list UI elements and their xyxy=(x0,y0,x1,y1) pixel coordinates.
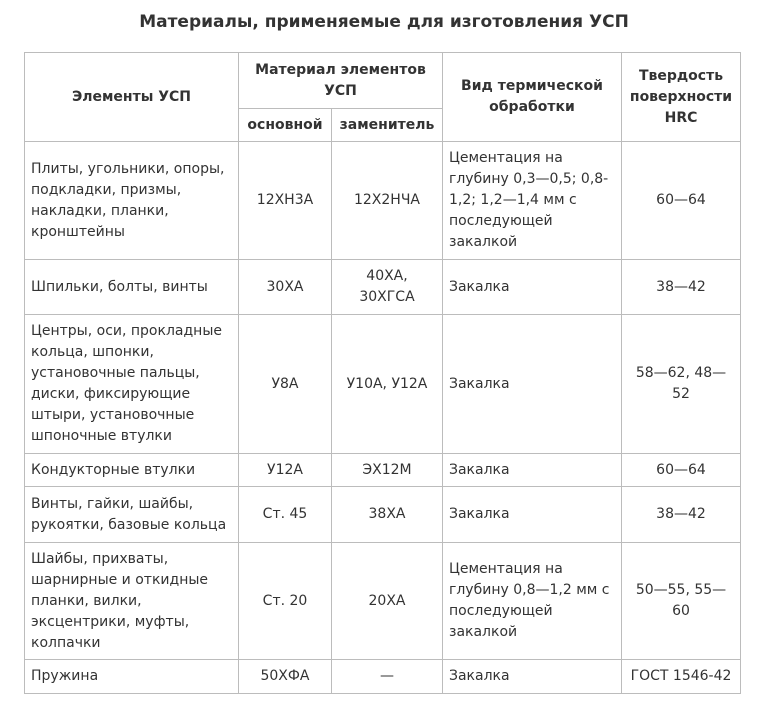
cell-substitute-material: 20ХА xyxy=(332,543,443,660)
page-title: Материалы, применяемые для изготовления УСП xyxy=(139,12,629,32)
table-row xyxy=(25,142,741,260)
cell-heat-treatment: Закалка xyxy=(443,315,622,454)
cell-element: Центры, оси, прокладные кольца, шпонки, установочные пальцы, диски, фиксирующие штыри, установочные шпоночные втулки xyxy=(25,315,239,454)
cell-heat-treatment: Цементация на глубину 0,8—1,2 мм с последующей закалкой xyxy=(443,543,622,660)
cell-element: Плиты, угольники, опоры, подкладки, призмы, накладки, планки, кронштейны xyxy=(25,142,239,260)
cell-main-material: 12ХН3А xyxy=(239,142,332,260)
cell-hardness: 60—64 xyxy=(622,142,741,260)
cell-main-material: 50ХФА xyxy=(239,660,332,694)
header-substitute: заменитель xyxy=(332,109,443,142)
table-row xyxy=(25,260,741,315)
cell-main-material: Ст. 20 xyxy=(239,543,332,660)
table-row xyxy=(25,315,741,454)
cell-element: Шпильки, болты, винты xyxy=(25,260,239,315)
cell-substitute-material: 12Х2НЧА xyxy=(332,142,443,260)
cell-hardness: ГОСТ 1546-42 xyxy=(622,660,741,694)
header-material-group: Материал элементов УСП xyxy=(239,53,443,109)
cell-hardness: 58—62, 48—52 xyxy=(622,315,741,454)
table-row xyxy=(25,487,741,543)
table-row xyxy=(25,454,741,487)
cell-element: Кондукторные втулки xyxy=(25,454,239,487)
cell-hardness: 50—55, 55—60 xyxy=(622,543,741,660)
cell-element: Винты, гайки, шайбы, рукоятки, базовые кольца xyxy=(25,487,239,543)
cell-hardness: 60—64 xyxy=(622,454,741,487)
cell-heat-treatment: Закалка xyxy=(443,454,622,487)
table-body xyxy=(25,142,741,694)
cell-hardness: 38—42 xyxy=(622,260,741,315)
header-row xyxy=(25,53,741,109)
cell-heat-treatment: Закалка xyxy=(443,260,622,315)
header-hardness: Твердость поверхности HRC xyxy=(622,53,741,142)
cell-substitute-material: ЭХ12М xyxy=(332,454,443,487)
cell-substitute-material: — xyxy=(332,660,443,694)
cell-heat-treatment: Закалка xyxy=(443,660,622,694)
header-main: основной xyxy=(239,109,332,142)
cell-heat-treatment: Цементация на глубину 0,3—0,5; 0,8-1,2; 1,2—1,4 мм с последующей закалкой xyxy=(443,142,622,260)
cell-heat-treatment: Закалка xyxy=(443,487,622,543)
cell-element: Пружина xyxy=(25,660,239,694)
cell-substitute-material: 38ХА xyxy=(332,487,443,543)
cell-main-material: У8А xyxy=(239,315,332,454)
cell-main-material: Ст. 45 xyxy=(239,487,332,543)
table-row xyxy=(25,660,741,694)
cell-hardness: 38—42 xyxy=(622,487,741,543)
cell-main-material: У12А xyxy=(239,454,332,487)
header-heat-treatment: Вид термической обработки xyxy=(443,53,622,142)
cell-substitute-material: 40ХА, 30ХГСА xyxy=(332,260,443,315)
materials-table xyxy=(24,52,741,694)
cell-element: Шайбы, прихваты, шарнирные и откидные планки, вилки, эксцентрики, муфты, колпачки xyxy=(25,543,239,660)
cell-substitute-material: У10А, У12А xyxy=(332,315,443,454)
cell-main-material: 30ХА xyxy=(239,260,332,315)
table-row xyxy=(25,543,741,660)
table-header xyxy=(25,53,741,142)
header-elements: Элементы УСП xyxy=(25,53,239,142)
